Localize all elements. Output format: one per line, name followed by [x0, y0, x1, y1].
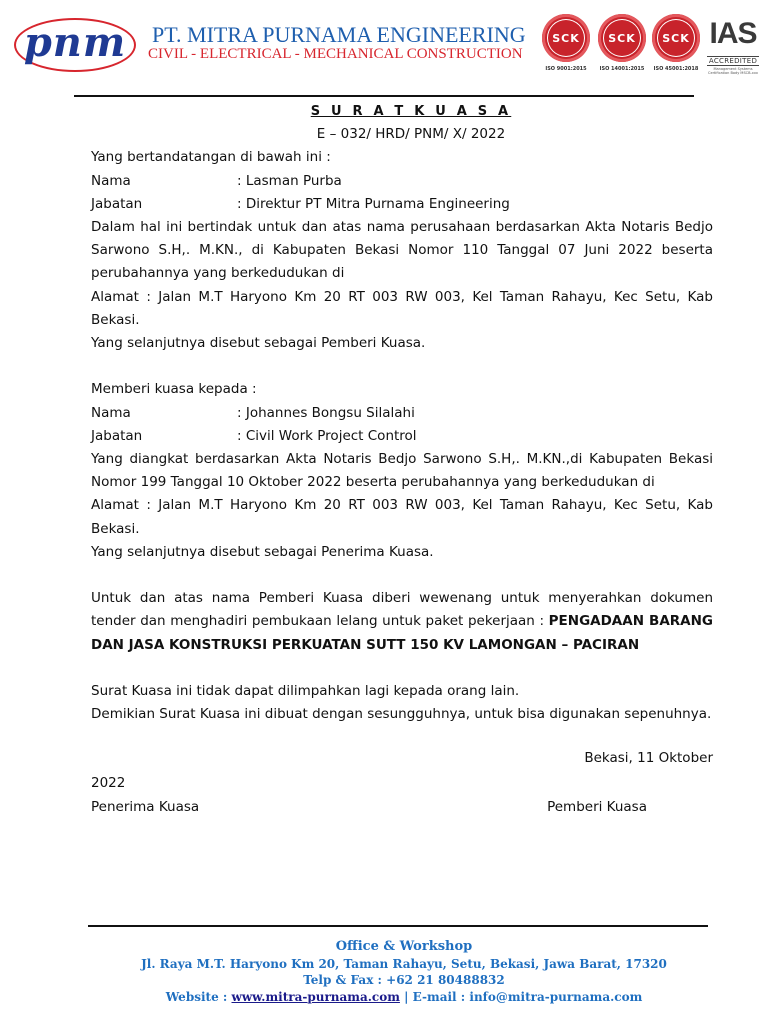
company-name: PT. MITRA PURNAMA ENGINEERING [152, 22, 526, 47]
signature-giver-label: Pemberi Kuasa [547, 798, 647, 815]
place-date: Bekasi, 11 Oktober [584, 750, 713, 767]
field-value: : Direktur PT Mitra Purnama Engineering [237, 195, 510, 212]
intro-line: Yang bertandatangan di bawah ini : [91, 149, 331, 166]
website-label: Website : [165, 989, 232, 1004]
ias-accredited-label: ACCREDITED [708, 57, 758, 65]
iso-label: ISO 45001:2018 [653, 66, 699, 72]
footer-contact [0, 989, 768, 1006]
website-link[interactable]: www.mitra-purnama.com [231, 989, 400, 1004]
field-value: : Civil Work Project Control [237, 427, 417, 444]
ias-mark: IAS [707, 14, 759, 54]
ias-small-text: Management Systems Certification Body MSCB-xxx [708, 67, 758, 76]
field-label: Nama [91, 404, 131, 421]
receiver-name-row [91, 402, 713, 425]
logo-text: pnm [23, 19, 127, 66]
authority-paragraph [91, 587, 713, 657]
sck-seal-icon: SCK [542, 14, 590, 62]
non-transferable-note: Surat Kuasa ini tidak dapat dilimpahkan lagi kepada orang lain. [91, 683, 520, 700]
email-text: | E-mail : info@mitra-purnama.com [399, 989, 643, 1004]
signature-receiver-label: Penerima Kuasa [91, 798, 200, 815]
closing-statement: Demikian Surat Kuasa ini dibuat dengan sesungguhnya, untuk bisa digunakan sepenuhnya. [91, 706, 712, 723]
field-label: Nama [91, 172, 131, 189]
letter-number: E – 032/ HRD/ PNM/ X/ 2022 [316, 126, 506, 143]
iso-label: ISO 14001:2015 [599, 66, 645, 72]
footer-divider [88, 925, 708, 927]
company-subtitle: CIVIL - ELECTRICAL - MECHANICAL CONSTRUCTION [148, 46, 523, 62]
receiver-closing: Yang selanjutnya disebut sebagai Penerima Kuasa. [91, 543, 434, 560]
sck-seal-icon: SCK [598, 14, 646, 62]
receiver-intro: Memberi kuasa kepada : [91, 381, 257, 398]
giver-address: Alamat : Jalan M.T Haryono Km 20 RT 003 RW 003, Kel Taman Rahayu, Kec Setu, Kab Bekasi. [91, 288, 713, 328]
authority-text: Untuk dan atas nama Pemberi Kuasa diberi wewenang untuk menyerahkan dokumen tender dan menghadiri pembukaan lelang untuk paket pekerjaan : [91, 590, 713, 630]
field-label: Jabatan [91, 427, 143, 444]
receiver-position-row [91, 425, 713, 448]
iso-label: ISO 9001:2015 [545, 66, 587, 72]
footer [0, 939, 768, 1005]
giver-name-row [91, 170, 713, 193]
footer-address: Jl. Raya M.T. Haryono Km 20, Taman Rahayu, Setu, Bekasi, Jawa Barat, 17320 [141, 956, 667, 971]
certification-badge [540, 14, 592, 82]
field-value: : Lasman Purba [237, 172, 342, 189]
letter-body [91, 100, 713, 819]
project-name: PENGADAAN BARANG DAN JASA KONSTRUKSI PERKUATAN SUTT 150 KV LAMONGAN – PACIRAN [91, 613, 713, 653]
giver-description: Dalam hal ini bertindak untuk dan atas nama perusahaan berdasarkan Akta Notaris Bedjo Sarwono S.H,. M.KN., di Kabupaten Bekasi Nomor 110 Tanggal 07 Juni 2022 beserta perubahannya yang berkedudukan di [91, 219, 713, 282]
header-divider [74, 95, 694, 97]
company-logo [14, 18, 136, 72]
letter-year: 2022 [91, 774, 126, 791]
footer-phone: Telp & Fax : +62 21 80488832 [303, 973, 505, 987]
certification-badge [596, 14, 648, 82]
sck-seal-icon: SCK [652, 14, 700, 62]
field-label: Jabatan [91, 195, 143, 212]
receiver-description: Yang diangkat berdasarkan Akta Notaris Bedjo Sarwono S.H,. M.KN.,di Kabupaten Bekasi Nomor 199 Tanggal 10 Oktober 2022 beserta perubahannya yang berkedudukan di [91, 451, 713, 491]
giver-closing: Yang selanjutnya disebut sebagai Pemberi Kuasa. [91, 335, 426, 352]
letter-title: S U R A T K U A S A [310, 104, 512, 119]
receiver-address: Alamat : Jalan M.T Haryono Km 20 RT 003 RW 003, Kel Taman Rahayu, Kec Setu, Kab Bekasi. [91, 497, 713, 537]
footer-office-title: Office & Workshop [335, 939, 473, 954]
signature-row [91, 796, 713, 819]
giver-position-row [91, 193, 713, 216]
certification-badge [650, 14, 702, 82]
field-value: : Johannes Bongsu Silalahi [237, 404, 415, 421]
ias-accreditation-logo [706, 14, 760, 90]
